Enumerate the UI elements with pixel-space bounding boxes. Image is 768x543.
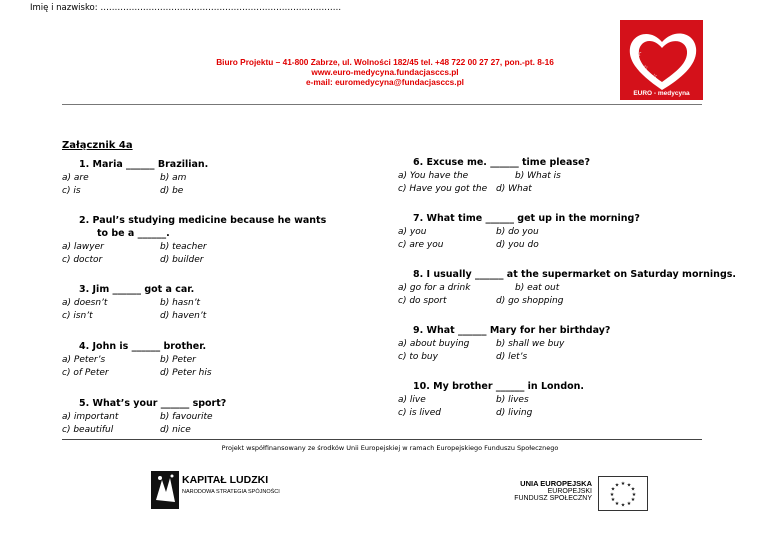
option-a: a) go for a drink — [398, 283, 471, 293]
svg-text:★: ★ — [630, 497, 636, 503]
option-d: d) living — [496, 408, 533, 418]
option-c: c) isn’t — [62, 311, 93, 321]
svg-text:★: ★ — [626, 482, 632, 489]
option-a: a) Peter’s — [62, 355, 106, 365]
question-text: 3. Jim ______ got a car. — [79, 284, 195, 295]
option-b: b) eat out — [515, 283, 560, 293]
question-text: 8. I usually ______ at the supermarket on Saturday mornings. — [413, 269, 737, 280]
kl-title: KAPITAŁ LUDZKI — [182, 474, 269, 486]
option-c: c) are you — [398, 240, 444, 250]
svg-text:★: ★ — [620, 481, 626, 487]
question-text: 6. Excuse me. ______ time please? — [413, 157, 590, 168]
option-b: b) do you — [496, 227, 539, 237]
option-c: c) do sport — [398, 296, 447, 306]
option-a: a) you — [398, 227, 427, 237]
option-b: b) Peter — [160, 355, 196, 365]
question-text: 10. My brother ______ in London. — [413, 381, 585, 392]
option-a: a) lawyer — [62, 242, 104, 252]
svg-text:★: ★ — [631, 492, 637, 498]
option-a: a) You have the — [398, 171, 469, 181]
question-text: 7. What time ______ get up in the morning? — [413, 213, 640, 224]
logo-label: EURO - medycyna — [633, 90, 690, 97]
option-d: d) nice — [160, 425, 191, 435]
eu-text-block — [490, 479, 592, 502]
option-a: a) about buying — [398, 339, 470, 349]
office-address: Biuro Projektu – 41-800 Zabrze, ul. Wolności 182/45 tel. +48 722 00 27 27, pon.-pt. 8-16 — [216, 57, 554, 67]
heart-icon — [620, 20, 703, 100]
cofinance-note: Projekt współfinansowany ze środków Unii Europejskiej w ramach Europejskiego Funduszu Społecznego — [221, 444, 559, 452]
kapital-ludzki-logo — [150, 470, 280, 510]
eu-line-2: EUROPEJSKI — [547, 488, 592, 495]
name-line: Imię i nazwisko: …………………………………………………………………………. — [30, 3, 342, 13]
option-b: b) hasn’t — [160, 298, 201, 308]
question-text: 9. What ______ Mary for her birthday? — [413, 325, 611, 336]
option-d: d) you do — [496, 240, 539, 250]
euro-medycyna-logo — [620, 20, 703, 100]
eu-line-1: UNIA EUROPEJSKA — [520, 479, 592, 488]
option-d: d) let’s — [496, 352, 528, 362]
option-a: a) doesn’t — [62, 298, 108, 308]
option-b: b) shall we buy — [496, 339, 565, 349]
svg-text:★: ★ — [609, 492, 615, 498]
option-c: c) is — [62, 186, 81, 196]
option-c: c) doctor — [62, 255, 103, 265]
option-c: c) of Peter — [62, 368, 109, 378]
svg-text:★: ★ — [630, 486, 636, 493]
svg-text:☆: ☆ — [634, 49, 643, 59]
svg-text:★: ★ — [614, 501, 620, 507]
question-text: 5. What’s your ______ sport? — [79, 398, 227, 409]
question-text: 2. Paul’s studying medicine because he wants — [79, 215, 327, 226]
kl-subtitle: NARODOWA STRATEGIA SPÓJNOŚCI — [182, 489, 280, 495]
option-d: d) go shopping — [496, 296, 564, 306]
svg-text:★: ★ — [610, 497, 616, 503]
svg-text:☆: ☆ — [642, 64, 649, 72]
option-d: d) be — [160, 186, 184, 196]
question-text: 1. Maria ______ Brazilian. — [79, 159, 209, 170]
option-c: c) to buy — [398, 352, 438, 362]
option-d: d) builder — [160, 255, 204, 265]
option-b: b) am — [160, 173, 187, 183]
svg-text:★: ★ — [610, 486, 616, 493]
option-b: b) What is — [515, 171, 561, 181]
svg-text:☆: ☆ — [652, 73, 658, 80]
option-d: d) haven’t — [160, 311, 207, 321]
svg-text:★: ★ — [626, 501, 632, 507]
option-c: c) Have you got the — [398, 184, 488, 194]
office-website: www.euro-medycyna.fundacjasccs.pl — [311, 67, 459, 77]
option-a: a) are — [62, 173, 89, 183]
option-b: b) favourite — [160, 412, 213, 422]
eu-flag-icon — [598, 476, 648, 511]
question-text: 4. John is ______ brother. — [79, 341, 207, 352]
option-c: c) is lived — [398, 408, 441, 418]
option-a: a) live — [398, 395, 426, 405]
kapital-ludzki-emblem-icon — [150, 470, 180, 510]
svg-text:★: ★ — [614, 482, 620, 489]
option-c: c) beautiful — [62, 425, 114, 435]
header-divider — [62, 104, 702, 105]
svg-text:★: ★ — [620, 502, 626, 509]
office-email: e-mail: euromedycyna@fundacjasccs.pl — [306, 77, 464, 87]
footer-divider — [62, 439, 702, 440]
option-d: d) Peter his — [160, 368, 212, 378]
option-b: b) teacher — [160, 242, 207, 252]
option-d: d) What — [496, 184, 532, 194]
attachment-title: Załącznik 4a — [62, 140, 133, 151]
eu-line-3: FUNDUSZ SPOŁECZNY — [514, 495, 592, 502]
question-text-cont: to be a ______. — [97, 228, 170, 239]
option-b: b) lives — [496, 395, 529, 405]
option-a: a) important — [62, 412, 119, 422]
